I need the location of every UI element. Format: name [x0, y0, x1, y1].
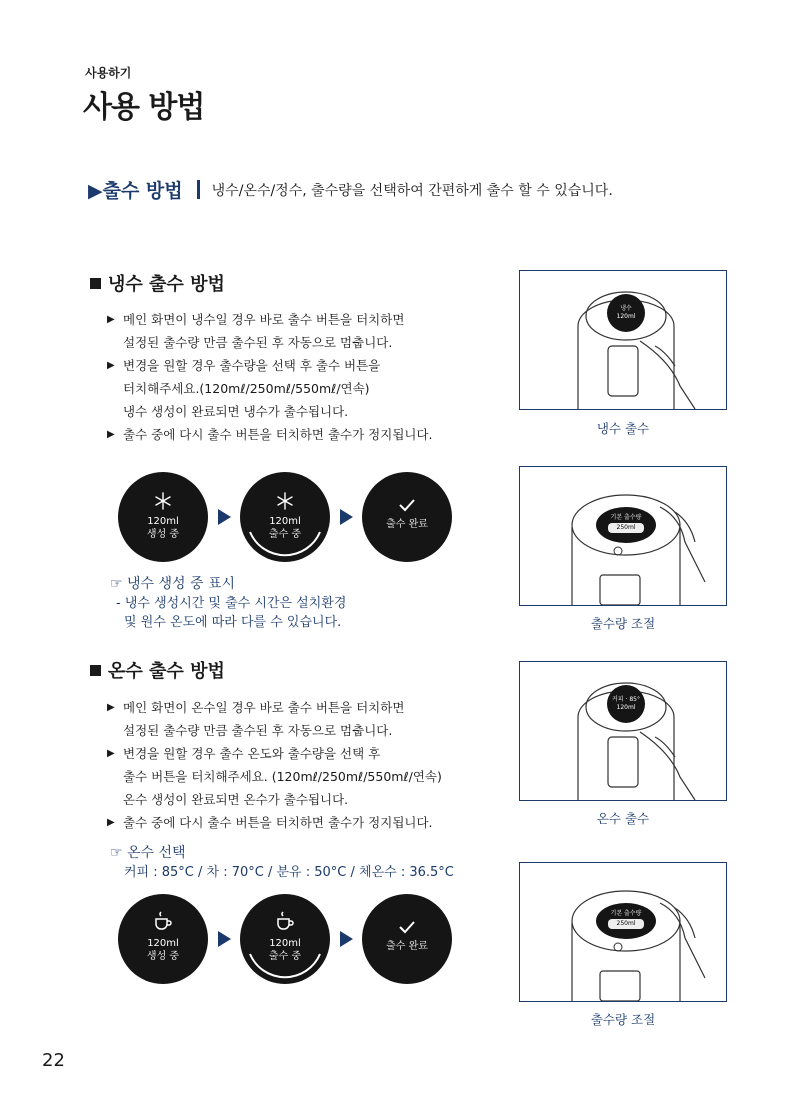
bullet-line: 설정된 출수량 만큼 출수된 후 자동으로 멈춥니다. — [123, 335, 393, 350]
display-mode: 냉수 — [620, 305, 632, 312]
bullet-line: 메인 화면이 냉수일 경우 바로 출수 버튼을 터치하면 — [123, 312, 405, 327]
list-item — [107, 696, 442, 742]
display-mode: 기본 출수량 — [610, 514, 642, 521]
snowflake-icon — [276, 492, 294, 510]
bullet-line: 냉수 생성이 완료되면 냉수가 출수됩니다. — [123, 404, 349, 419]
hot-note — [110, 844, 454, 882]
display-readout — [598, 909, 654, 929]
check-icon — [398, 920, 416, 934]
status-label: 출수 완료 — [386, 941, 428, 952]
amount-label: 120ml — [269, 938, 301, 949]
bullet-line: 출수 중에 다시 출수 버튼을 터치하면 출수가 정지됩니다. — [123, 427, 433, 442]
coffee-cup-icon — [152, 910, 174, 932]
step-arrow-icon — [218, 931, 231, 947]
page-number: 22 — [42, 1050, 65, 1071]
amount-label: 120ml — [147, 516, 179, 527]
cold-section-heading — [90, 270, 225, 296]
square-bullet-icon — [90, 278, 101, 289]
display-readout — [606, 305, 646, 321]
method-title: ▶출수 방법 — [88, 180, 183, 202]
cold-status-dispensing — [240, 472, 330, 562]
coffee-cup-icon — [274, 910, 296, 932]
amount-label: 120ml — [147, 938, 179, 949]
status-label: 출수 완료 — [386, 519, 428, 530]
display-amount: 250ml — [608, 523, 644, 533]
bullet-line: 설정된 출수량 만큼 출수된 후 자동으로 멈춥니다. — [123, 723, 393, 738]
figure-cold-dispense — [519, 270, 727, 410]
triangle-bullet-icon: ▶ — [107, 748, 115, 759]
bullet-line: 출수 중에 다시 출수 버튼을 터치하면 출수가 정지됩니다. — [123, 815, 433, 830]
figure-caption: 온수 출수 — [596, 811, 650, 826]
status-label: 출수 중 — [268, 529, 302, 540]
method-line — [88, 176, 613, 203]
figure-amount-adjust — [519, 466, 727, 606]
display-readout — [598, 513, 654, 533]
hot-status-dispensing — [240, 894, 330, 984]
status-label: 생성 중 — [146, 951, 180, 962]
dispenser-top-illustration — [520, 271, 726, 409]
bullet-line: 온수 생성이 완료되면 온수가 출수됩니다. — [123, 792, 349, 807]
list-item — [107, 811, 442, 834]
triangle-bullet-icon: ▶ — [107, 360, 115, 371]
display-amount: 120ml — [616, 704, 636, 711]
divider-bar — [197, 180, 200, 199]
figure-caption: 출수량 조절 — [590, 1012, 656, 1027]
figure-caption: 냉수 출수 — [596, 421, 650, 436]
hot-status-complete — [362, 894, 452, 984]
section-eyebrow: 사용하기 — [85, 66, 132, 80]
cold-status-generating — [118, 472, 208, 562]
triangle-bullet-icon: ▶ — [107, 429, 115, 440]
note-line: 커피 : 85°C / 차 : 70°C / 분유 : 50°C / 체온수 : 36.5°C — [124, 865, 454, 880]
hot-bullet-list — [107, 696, 442, 834]
figure-hot-dispense — [519, 661, 727, 801]
list-item — [107, 742, 442, 811]
display-mode: 커피 · 85° — [612, 696, 640, 703]
display-mode: 기본 출수량 — [610, 910, 642, 917]
list-item — [107, 354, 433, 423]
list-item — [107, 308, 433, 354]
note-line: - 냉수 생성시간 및 출수 시간은 설치환경 — [116, 596, 347, 611]
bullet-line: 변경을 원할 경우 출수량을 선택 후 출수 버튼을 — [123, 358, 381, 373]
snowflake-icon — [154, 492, 172, 510]
triangle-bullet-icon: ▶ — [107, 702, 115, 713]
status-label: 생성 중 — [146, 529, 180, 540]
bullet-line: 변경을 원할 경우 출수 온도와 출수량을 선택 후 — [123, 746, 381, 761]
cold-bullet-list — [107, 308, 433, 446]
dispenser-angled-illustration — [520, 863, 726, 1001]
cold-status-complete — [362, 472, 452, 562]
bullet-line: 터치해주세요.(120mℓ/250mℓ/550mℓ/연속) — [123, 381, 370, 396]
dispenser-angled-illustration — [520, 467, 726, 605]
triangle-bullet-icon: ▶ — [107, 314, 115, 325]
cold-heading-text: 냉수 출수 방법 — [108, 274, 225, 295]
triangle-bullet-icon: ▶ — [107, 817, 115, 828]
dispenser-top-illustration — [520, 662, 726, 800]
hot-section-heading — [90, 657, 225, 683]
figure-caption: 출수량 조절 — [590, 616, 656, 631]
hot-heading-text: 온수 출수 방법 — [108, 661, 225, 682]
hot-status-generating — [118, 894, 208, 984]
amount-label: 120ml — [269, 516, 301, 527]
display-amount: 250ml — [608, 919, 644, 929]
note-title: ☞ 온수 선택 — [110, 845, 186, 861]
note-title: ☞ 냉수 생성 중 표시 — [110, 576, 236, 592]
display-amount: 120ml — [616, 313, 636, 320]
figure-amount-adjust-hot — [519, 862, 727, 1002]
step-arrow-icon — [218, 509, 231, 525]
note-line: 및 원수 온도에 따라 다를 수 있습니다. — [124, 615, 342, 630]
cold-note — [110, 575, 346, 632]
step-arrow-icon — [340, 509, 353, 525]
step-arrow-icon — [340, 931, 353, 947]
page-title: 사용 방법 — [83, 90, 205, 125]
bullet-line: 메인 화면이 온수일 경우 바로 출수 버튼을 터치하면 — [123, 700, 405, 715]
bullet-line: 출수 버튼을 터치해주세요. (120mℓ/250mℓ/550mℓ/연속) — [123, 769, 442, 784]
display-readout — [606, 696, 646, 712]
list-item — [107, 423, 433, 446]
method-description: 냉수/온수/정수, 출수량을 선택하여 간편하게 출수 할 수 있습니다. — [211, 182, 613, 199]
check-icon — [398, 498, 416, 512]
status-label: 출수 중 — [268, 951, 302, 962]
square-bullet-icon — [90, 665, 101, 676]
